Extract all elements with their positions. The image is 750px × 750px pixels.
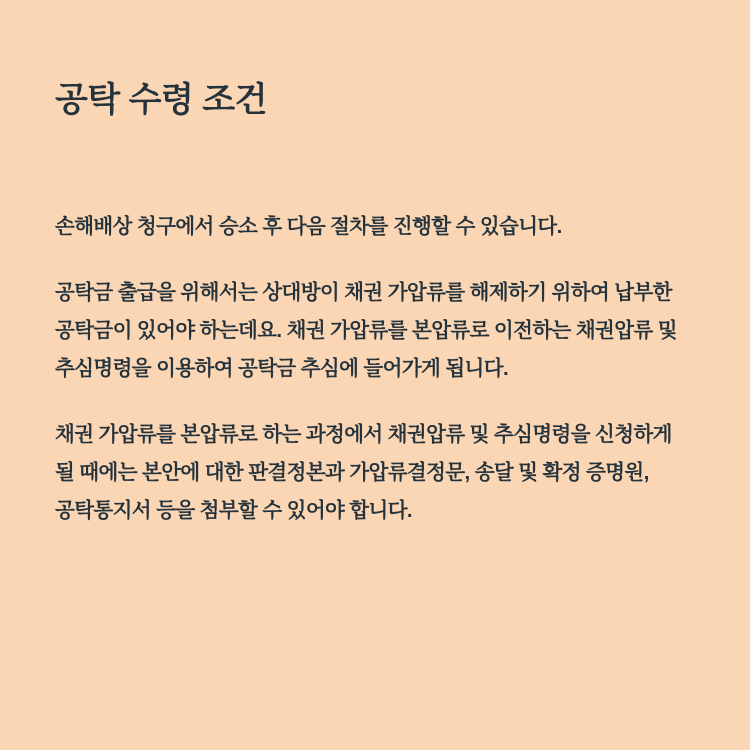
paragraph-1: 손해배상 청구에서 승소 후 다음 절차를 진행할 수 있습니다. xyxy=(55,215,562,239)
body-text xyxy=(55,208,695,529)
paragraph-2: 공탁금 출급을 위해서는 상대방이 채권 가압류를 해제하기 위하여 납부한 공탁금이 있어야 하는데요. 채권 가압류를 본압류로 이전하는 채권압류 및 추심명령을 이용하여 공탁금 추심에 들어가게 됩니다. xyxy=(55,281,677,380)
paragraph-3: 채권 가압류를 본압류로 하는 과정에서 채권압류 및 추심명령을 신청하게 될 때에는 본안에 대한 판결정본과 가압류결정문, 송달 및 확정 증명원, 공탁통지서 등을 첨부할 수 있어야 합니다. xyxy=(55,422,672,522)
page-title: 공탁 수령 조건 xyxy=(55,81,267,119)
